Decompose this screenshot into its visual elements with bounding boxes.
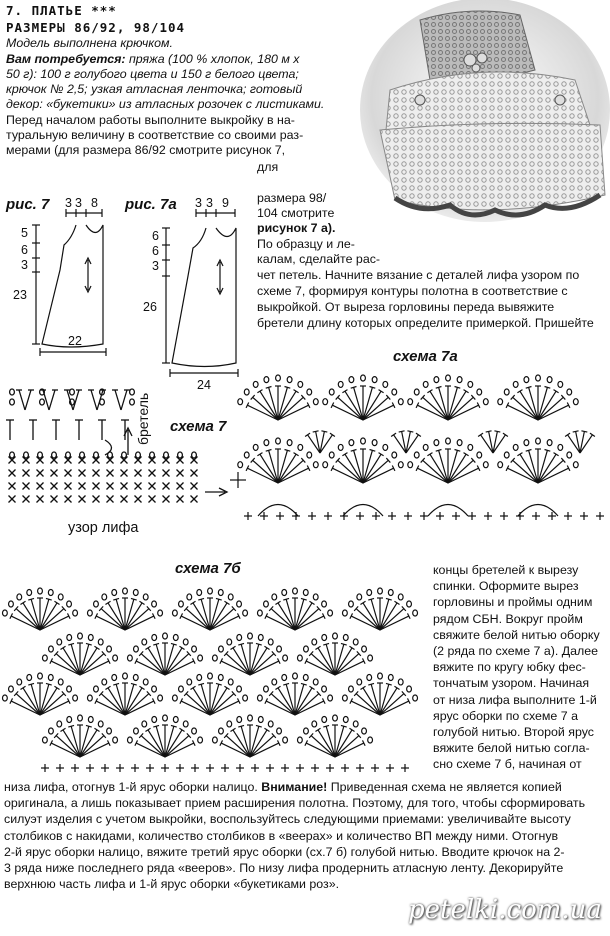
bottom-text bbox=[4, 780, 604, 893]
narrow-line: 104 смотрите bbox=[257, 206, 335, 220]
fig7-top-dim: 3 bbox=[75, 196, 82, 210]
right-column-line: от низа лифа выполните 1-й bbox=[433, 692, 597, 707]
bottom-line: низа лифа, отогнув 1-й ярус оборки налицо. Внимание! Приведенная схема не является копией bbox=[4, 780, 562, 794]
bottom-line: столбиков с накидами, количество столбиков в «веерах» и количество ВП между ними. Отогнув bbox=[4, 828, 559, 843]
fig7a-top-dim: 9 bbox=[222, 196, 229, 210]
body-line: схеме 7, формируя контуры полотна в соответствие с bbox=[257, 284, 568, 298]
bottom-line: 2-й ярус оборки налицо, вяжите третий ярус оборки (сх.7 б) голубой нитью. Вводите крючок на 2- bbox=[4, 844, 565, 859]
fig7-side-dim: 3 bbox=[21, 258, 28, 272]
fig7a-top-dim: 3 bbox=[206, 196, 213, 210]
bottom-line: силуэт изделия с учетом выкройки, воспользуйтесь следующими приемами: увеличивайте высоту bbox=[4, 812, 571, 827]
fig7a-side-dim: 6 bbox=[152, 244, 159, 258]
right-column-line: тончатым узором. Начиная bbox=[433, 676, 590, 691]
bottom-line: 3 ряда ниже последнего ряда «вееров». По низу лифа продернить атласную ленту. Декорируйте bbox=[4, 860, 564, 875]
fig7a-top-dim: 3 bbox=[195, 196, 202, 210]
scheme-7-label: схема 7 bbox=[170, 418, 227, 435]
intro-line: туральную величину в соответствие со своими раз- bbox=[6, 128, 304, 142]
attention-word: Внимание! bbox=[261, 780, 328, 794]
fig7a-width: 24 bbox=[197, 378, 211, 392]
narrow-line: размера 98/ bbox=[257, 191, 327, 205]
body-line: чет петель. Начните вязание с деталей лифа узором по bbox=[257, 268, 580, 282]
right-column-line: спинки. Оформите вырез bbox=[433, 579, 579, 594]
right-column-line: ярус оборки по схеме 7 а bbox=[433, 708, 578, 723]
right-column-line: концы бретелей к вырезу bbox=[433, 563, 579, 577]
right-column-line: вяжите белой нитью согла- bbox=[433, 741, 590, 756]
sizes-line: РАЗМЕРЫ 86/92, 98/104 bbox=[6, 20, 186, 35]
bodice-pattern-label: узор лифа bbox=[68, 520, 139, 536]
intro-line: Перед началом работы выполните выкройку в на- bbox=[6, 113, 295, 127]
fig7-width: 22 bbox=[68, 334, 82, 348]
narrow-line: калам, сделайте рас- bbox=[257, 252, 381, 266]
scheme-7b-label: схема 7б bbox=[175, 560, 241, 577]
materials-line: Вам потребуется: пряжа (100 % хлопок, 180 м х bbox=[6, 52, 300, 66]
intro-line: мерами (для размера 86/92 смотрите рисунок 7, bbox=[6, 143, 286, 157]
scheme-7a-diagram bbox=[238, 368, 610, 528]
fig7-top-dim: 3 bbox=[65, 196, 72, 210]
scheme-7b-diagram bbox=[0, 575, 425, 775]
fig7-top-dim: 8 bbox=[91, 196, 98, 210]
fig7a-side-dim: 6 bbox=[152, 229, 159, 243]
subtitle: Модель выполнена крючком. bbox=[6, 36, 173, 50]
fig7-side-dim: 6 bbox=[21, 243, 28, 257]
scheme-7a-label: схема 7а bbox=[393, 348, 458, 365]
fig7a-side-dim: 3 bbox=[152, 259, 159, 273]
fig7a-label: рис. 7а bbox=[125, 196, 177, 213]
intro-line: крючок № 2,5; узкая атласная ленточка; готовый bbox=[6, 82, 303, 96]
narrow-line: По образцу и ле- bbox=[257, 237, 355, 251]
fig7a-height: 26 bbox=[143, 300, 157, 314]
bottom-line: верхнюю часть лифа и 1-й ярус оборки «букетиками роз». bbox=[4, 877, 340, 892]
watermark: petelki.com.ua bbox=[408, 895, 602, 925]
body-line: бретели длину которых определите примеркой. Пришейте bbox=[257, 316, 594, 330]
fig7-label: рис. 7 bbox=[6, 196, 50, 213]
intro-line: 50 г): 100 г голубого цвета и 150 г белого цвета; bbox=[6, 67, 299, 81]
intro-line: декор: «букетики» из атласных розочек с листиками. bbox=[6, 97, 325, 111]
intro-for: для bbox=[257, 160, 279, 174]
right-column-line: горловины и проймы одним bbox=[433, 595, 593, 610]
fig7-side-dim: 5 bbox=[21, 226, 28, 240]
right-column-line: сно схеме 7 б, начиная от bbox=[433, 757, 582, 772]
right-column-line: свяжите белой нитью оборку bbox=[433, 627, 600, 642]
scheme-7-diagram bbox=[0, 380, 240, 520]
strap-label: бретель bbox=[135, 392, 151, 445]
right-column-line: рядом СБН. Вокруг пройм bbox=[433, 611, 583, 626]
dress-photo bbox=[360, 0, 610, 225]
narrow-line: рисунок 7 а). bbox=[257, 221, 336, 235]
body-line: выкройкой. От выреза горловины переда вывяжите bbox=[257, 300, 555, 314]
right-column-line: голубой нитью. Второй ярус bbox=[433, 724, 594, 739]
right-column bbox=[433, 563, 606, 773]
page-title: 7. ПЛАТЬЕ *** bbox=[6, 3, 117, 18]
right-column-line: (2 ряда по схеме 7 а). Далее bbox=[433, 643, 599, 658]
fig7a-pattern-outline bbox=[0, 0, 260, 400]
bottom-line: оригинала, а лишь показывает прием расширения полотна. Поэтому, для того, чтобы сформировать bbox=[4, 796, 586, 811]
fig7-height: 23 bbox=[13, 288, 27, 302]
right-column-line: вяжите по кругу юбку фес- bbox=[433, 660, 586, 675]
